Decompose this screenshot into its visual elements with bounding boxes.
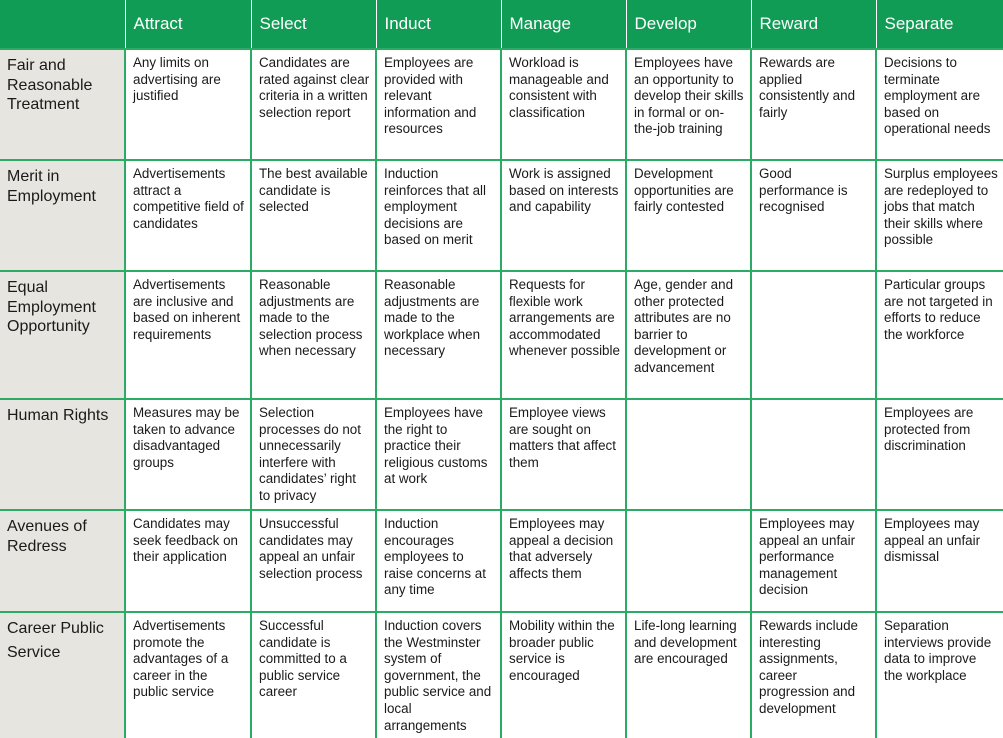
table-cell-empty (626, 399, 751, 510)
table-cell: Advertisements promote the advantages of a career in the public service (125, 612, 251, 738)
table-cell: Life-long learning and development are encouraged (626, 612, 751, 738)
table-cell: Any limits on advertising are justified (125, 49, 251, 160)
column-header-attract: Attract (125, 0, 251, 49)
table-cell: Separation interviews provide data to improve the workplace (876, 612, 1003, 738)
table-cell: Candidates may seek feedback on their application (125, 510, 251, 612)
table-cell: Workload is manageable and consistent with classification (501, 49, 626, 160)
header-row (0, 0, 1003, 49)
table-cell: Mobility within the broader public service is encouraged (501, 612, 626, 738)
header-corner-cell (0, 0, 125, 49)
table-row (0, 271, 1003, 399)
table-cell: Good performance is recognised (751, 160, 876, 271)
table-cell: Advertisements are inclusive and based on inherent requirements (125, 271, 251, 399)
column-header-separate: Separate (876, 0, 1003, 49)
table-cell: Rewards include interesting assignments, career progression and development (751, 612, 876, 738)
table-row (0, 399, 1003, 510)
table-cell: Reasonable adjustments are made to the workplace when necessary (376, 271, 501, 399)
table-cell: Employees may appeal a decision that adversely affects them (501, 510, 626, 612)
table-cell: Measures may be taken to advance disadvantaged groups (125, 399, 251, 510)
table-cell-empty (751, 271, 876, 399)
table-row (0, 612, 1003, 738)
row-header-avenues-of-redress: Avenues of Redress (0, 510, 125, 612)
table-header (0, 0, 1003, 49)
table-cell: Work is assigned based on interests and capability (501, 160, 626, 271)
table-cell: The best available candidate is selected (251, 160, 376, 271)
row-header-fair-and-reasonable-treatment: Fair and Reasonable Treatment (0, 49, 125, 160)
table-cell: Employees may appeal an unfair dismissal (876, 510, 1003, 612)
column-header-induct: Induct (376, 0, 501, 49)
table-cell-empty (751, 399, 876, 510)
table-cell: Selection processes do not unnecessarily interfere with candidates’ right to privacy (251, 399, 376, 510)
table-cell: Decisions to terminate employment are based on operational needs (876, 49, 1003, 160)
row-header-human-rights: Human Rights (0, 399, 125, 510)
table-cell: Rewards are applied consistently and fairly (751, 49, 876, 160)
table-cell: Employees have the right to practice their religious customs at work (376, 399, 501, 510)
table-cell: Development opportunities are fairly contested (626, 160, 751, 271)
table-cell: Advertisements attract a competitive field of candidates (125, 160, 251, 271)
column-header-manage: Manage (501, 0, 626, 49)
table-cell: Induction covers the Westminster system of government, the public service and local arrangements (376, 612, 501, 738)
table-row (0, 160, 1003, 271)
table-cell: Induction encourages employees to raise concerns at any time (376, 510, 501, 612)
table-cell: Requests for flexible work arrangements are accommodated whenever possible (501, 271, 626, 399)
table-cell: Unsuccessful candidates may appeal an unfair selection process (251, 510, 376, 612)
table-cell: Surplus employees are redeployed to jobs that match their skills where possible (876, 160, 1003, 271)
table-cell: Successful candidate is committed to a public service career (251, 612, 376, 738)
table-cell: Reasonable adjustments are made to the selection process when necessary (251, 271, 376, 399)
table-cell: Induction reinforces that all employment decisions are based on merit (376, 160, 501, 271)
table-row (0, 510, 1003, 612)
table-cell: Candidates are rated against clear criteria in a written selection report (251, 49, 376, 160)
row-header-equal-employment-opportunity: Equal Employment Opportunity (0, 271, 125, 399)
table-row (0, 49, 1003, 160)
row-header-merit-in-employment: Merit in Employment (0, 160, 125, 271)
table-cell: Employees may appeal an unfair performance management decision (751, 510, 876, 612)
table-cell: Particular groups are not targeted in efforts to reduce the workforce (876, 271, 1003, 399)
table-cell-empty (626, 510, 751, 612)
table-cell: Employees have an opportunity to develop their skills in formal or on-the-job training (626, 49, 751, 160)
table-cell: Employees are protected from discrimination (876, 399, 1003, 510)
table-cell: Age, gender and other protected attributes are no barrier to development or advancement (626, 271, 751, 399)
table-cell: Employees are provided with relevant information and resources (376, 49, 501, 160)
row-header-career-public-service: Career Public Service (0, 612, 125, 738)
table-cell: Employee views are sought on matters that affect them (501, 399, 626, 510)
column-header-select: Select (251, 0, 376, 49)
column-header-develop: Develop (626, 0, 751, 49)
column-header-reward: Reward (751, 0, 876, 49)
table-body (0, 49, 1003, 738)
